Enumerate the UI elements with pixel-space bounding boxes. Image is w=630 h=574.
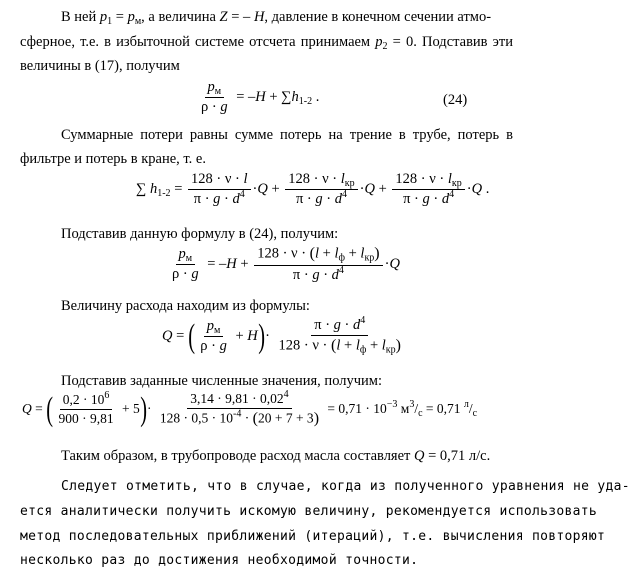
paragraph-4: Величину расхода находим из формулы: [61,298,310,314]
paragraph-2-line-1: Суммарные потери равны сумме потерь на трение в трубе, потерь в [61,127,513,143]
paragraph-7-line-4: несколько раз до достижения необходимой точности. [20,553,419,568]
paragraph-7-line-1: Следует отметить, что в случае, когда из полученного уравнения не уда- [61,479,630,494]
paragraph-2-line-2: фильтре и потерь в кране, т. е. [20,151,206,167]
paragraph-1-line-3: величины в (17), получим [20,58,180,74]
paragraph-3: Подставив данную формулу в (24), получим: [61,226,339,242]
equation-24: $\frac{p_м}{\rho \cdot g}$ = $-H + \sum h_{1-2}$ . [201,79,320,116]
paragraph-1-line-2: сферное, т.е. в избыточной системе отсчета принимаем $p_2 = 0$. Подставив эти [20,34,513,52]
equation-losses-sum: ∑ $h_{1-2}$ = $\frac{128 \cdot \nu \cdot l}{\pi \cdot g \cdot d^4}$ ·Q + $\frac{128 \cdot \nu \cdot l_{кр}}{\pi \cdot g \cdot d^4}$ ·Q + $\frac{128 \cdot \nu \cdot l_{кр}}{\pi \cdot g \cdot d^4}$ ·Q . [136,171,490,208]
equation-numeric: Q = ( $\frac{0,2 \cdot 10^6}{900 \cdot 9,81}$ + 5)· $\frac{3,14 \cdot 9,81 \cdot 0,02^4}{128 \cdot 0,5 \cdot 10^{-4} \cdot (20 + 7 + 3)}$ = $0,71 \cdot 10^{-3}$ $м^3/_с = 0,71$ $^л/_с$ [22,389,478,428]
equation-flow: Q = ( $\frac{p_м}{\rho \cdot g}$ + H)· $\frac{\pi \cdot g \cdot d^4}{128 \cdot \nu \cdot (l + l_ф + l_{кр})}$ [162,315,401,356]
equation-substituted: $\frac{p_м}{\rho \cdot g}$ = –H + $\frac{128 \cdot \nu \cdot (l + l_ф + l_{кр})}{\pi \cdot g \cdot d^4}$ ·Q [172,245,400,283]
paragraph-1-line-1: В ней $p_1 = p_м$, а величина Z = – H, давление в конечном сечении атмо- [61,9,492,27]
paragraph-6: Таким образом, в трубопроводе расход масла составляет Q = 0,71 л/с. [61,448,491,464]
paragraph-5: Подставив заданные численные значения, получим: [61,373,382,389]
equation-number: (24) [443,92,468,108]
paragraph-7-line-2: ется аналитически получить искомую величину, рекомендуется использовать [20,504,597,519]
paragraph-7-line-3: метод последовательных приближений (итераций), т.е. вычисления повторяют [20,529,606,544]
